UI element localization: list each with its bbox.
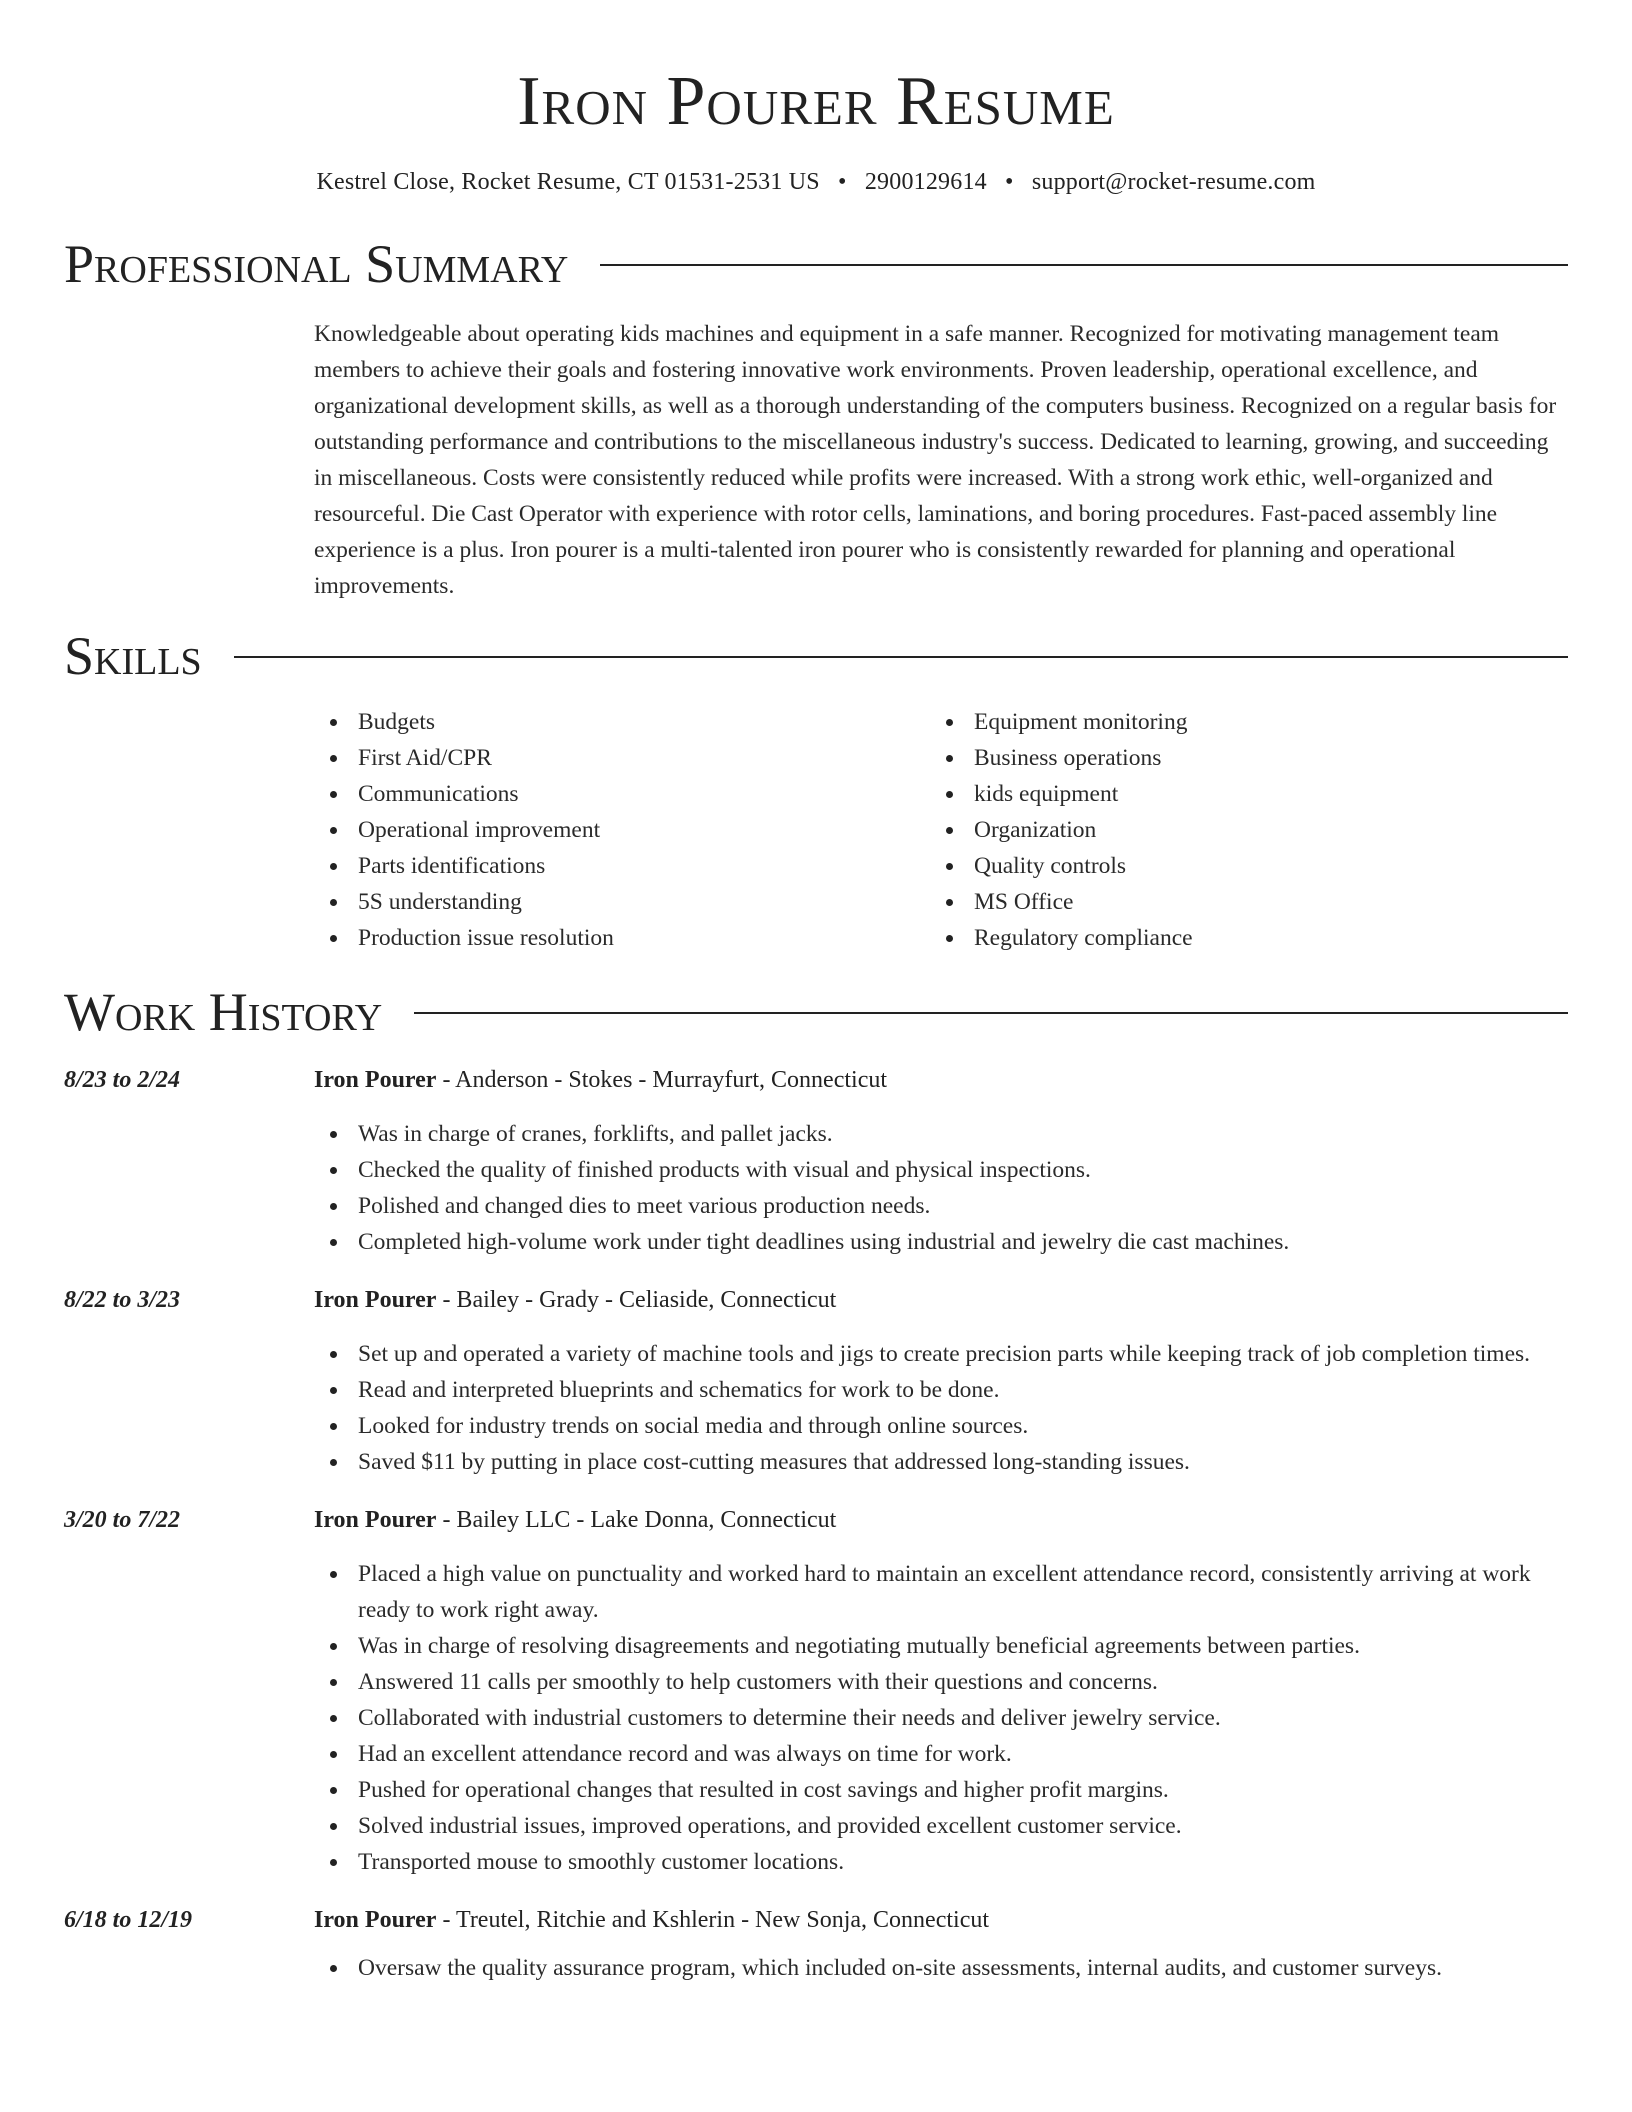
job-duty: Read and interpreted blueprints and schematics for work to be done. (314, 1372, 1568, 1408)
job-duty: Collaborated with industrial customers to determine their needs and deliver jewelry service. (314, 1700, 1568, 1736)
job-heading (314, 1062, 1568, 1098)
job-body (314, 1282, 1568, 1480)
job-title: Iron Pourer (314, 1287, 437, 1313)
skill-item: MS Office (930, 884, 1546, 920)
job-entry (64, 1902, 1568, 1986)
skill-item: Parts identifications (314, 848, 930, 884)
job-duties (314, 1116, 1568, 1260)
skill-item: Equipment monitoring (930, 704, 1546, 740)
section-title-skills: Skills (64, 626, 202, 686)
job-duty: Saved $11 by putting in place cost-cutting measures that addressed long-standing issues. (314, 1444, 1568, 1480)
job-duty: Checked the quality of finished products with visual and physical inspections. (314, 1152, 1568, 1188)
job-entry (64, 1282, 1568, 1480)
skill-item: Operational improvement (314, 812, 930, 848)
job-duty: Solved industrial issues, improved operations, and provided excellent customer service. (314, 1808, 1568, 1844)
job-body (314, 1902, 1568, 1986)
job-duties (314, 1556, 1568, 1880)
work-history-list (64, 1062, 1568, 1986)
job-entry (64, 1062, 1568, 1260)
job-entry (64, 1502, 1568, 1880)
job-duties (314, 1950, 1568, 1986)
job-duty: Placed a high value on punctuality and worked hard to maintain an excellent attendance record, consistently arriving at work ready to work right away. (314, 1556, 1568, 1628)
skill-item: 5S understanding (314, 884, 930, 920)
job-dates: 8/22 to 3/23 (64, 1287, 181, 1313)
skill-item: kids equipment (930, 776, 1546, 812)
contact-address: Kestrel Close, Rocket Resume, CT 01531-2531 US (316, 169, 820, 195)
job-employer: - Treutel, Ritchie and Kshlerin - New Sonja, Connecticut (436, 1907, 990, 1933)
job-duty: Was in charge of resolving disagreements and negotiating mutually beneficial agreements between parties. (314, 1628, 1568, 1664)
skill-item: Regulatory compliance (930, 920, 1546, 956)
job-dates: 3/20 to 7/22 (64, 1507, 181, 1533)
contact-separator: • (838, 169, 847, 195)
job-body (314, 1062, 1568, 1260)
job-employer: - Anderson - Stokes - Murrayfurt, Connecticut (436, 1067, 888, 1093)
job-duty: Pushed for operational changes that resulted in cost savings and higher profit margins. (314, 1772, 1568, 1808)
skills-column-left (314, 704, 930, 956)
job-employer: - Bailey LLC - Lake Donna, Connecticut (436, 1507, 837, 1533)
section-divider (234, 656, 1568, 658)
job-dates: 6/18 to 12/19 (64, 1907, 193, 1933)
skill-item: First Aid/CPR (314, 740, 930, 776)
job-duty: Polished and changed dies to meet various production needs. (314, 1188, 1568, 1224)
summary-text: Knowledgeable about operating kids machines and equipment in a safe manner. Recognized for motivating management team members to achieve their goals and fostering innovative work environments. Proven leadership, operational excellence, and organizational development skills, as well as a thorough understanding of the computers business. Recognized on a regular basis for outstanding performance and contributions to the miscellaneous industry's success. Dedicated to learning, growing, and succeeding in miscellaneous. Costs were consistently reduced while profits were increased. With a strong work ethic, well-organized and resourceful. Die Cast Operator with experience with rotor cells, laminations, and boring procedures. Fast-paced assembly line experience is a plus. Iron pourer is a multi-talented iron pourer who is consistently rewarded for planning and operational improvements. (314, 321, 1557, 599)
contact-phone: 2900129614 (864, 169, 987, 195)
job-duties (314, 1336, 1568, 1480)
job-heading (314, 1502, 1568, 1538)
job-duty: Was in charge of cranes, forklifts, and pallet jacks. (314, 1116, 1568, 1152)
skills-list (314, 704, 1568, 956)
section-title-summary: Professional Summary (64, 234, 569, 294)
job-duty: Looked for industry trends on social media and through online sources. (314, 1408, 1568, 1444)
job-dates: 8/23 to 2/24 (64, 1067, 181, 1093)
job-duty: Had an excellent attendance record and was always on time for work. (314, 1736, 1568, 1772)
section-title-work-history: Work History (64, 982, 383, 1042)
section-divider (414, 1012, 1568, 1014)
job-heading (314, 1902, 1568, 1938)
skill-item: Quality controls (930, 848, 1546, 884)
job-title: Iron Pourer (314, 1507, 437, 1533)
contact-separator: • (1005, 169, 1014, 195)
skill-item: Communications (314, 776, 930, 812)
job-duty: Oversaw the quality assurance program, which included on-site assessments, internal audits, and customer surveys. (314, 1950, 1568, 1986)
skill-item: Organization (930, 812, 1546, 848)
section-divider (600, 264, 1568, 266)
job-duty: Transported mouse to smoothly customer locations. (314, 1844, 1568, 1880)
job-duty: Set up and operated a variety of machine tools and jigs to create precision parts while keeping track of job completion times. (314, 1336, 1568, 1372)
contact-line (64, 166, 1568, 198)
skill-item: Business operations (930, 740, 1546, 776)
page-title: Iron Pourer Resume (517, 63, 1115, 140)
job-title: Iron Pourer (314, 1907, 437, 1933)
job-heading (314, 1282, 1568, 1318)
section-header-work-history (64, 982, 1568, 1042)
job-title: Iron Pourer (314, 1067, 437, 1093)
job-employer: - Bailey - Grady - Celiaside, Connecticut (436, 1287, 837, 1313)
contact-email[interactable]: support@rocket-resume.com (1031, 169, 1316, 195)
skill-item: Budgets (314, 704, 930, 740)
skills-column-right (930, 704, 1546, 956)
section-header-summary (64, 234, 1568, 294)
job-body (314, 1502, 1568, 1880)
skill-item: Production issue resolution (314, 920, 930, 956)
section-header-skills (64, 626, 1568, 686)
job-duty: Completed high-volume work under tight deadlines using industrial and jewelry die cast machines. (314, 1224, 1568, 1260)
job-duty: Answered 11 calls per smoothly to help customers with their questions and concerns. (314, 1664, 1568, 1700)
